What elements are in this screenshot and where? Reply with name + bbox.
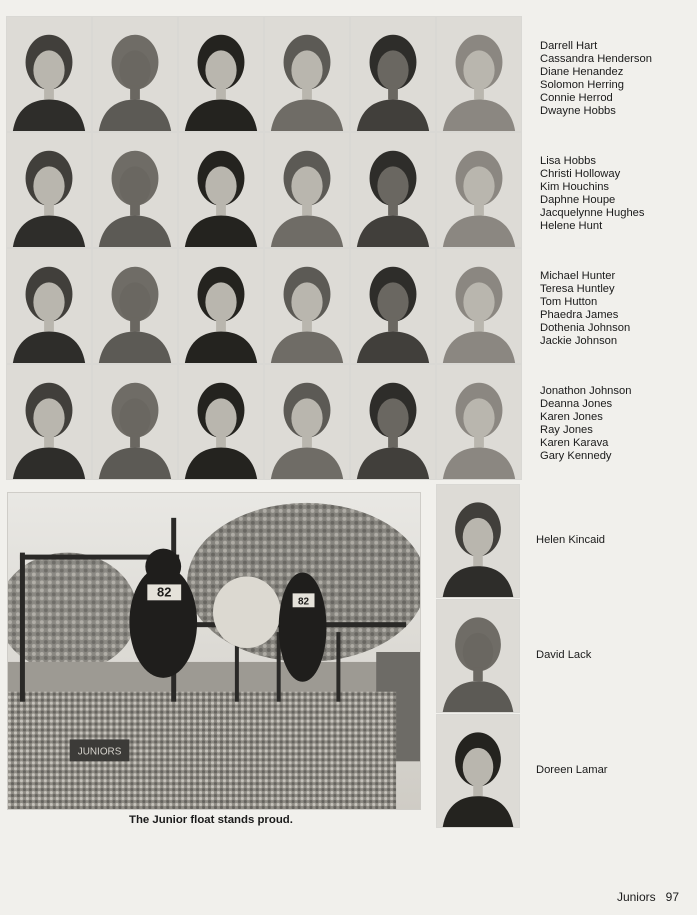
student-portrait xyxy=(178,16,264,132)
student-name: Jacquelynne Hughes xyxy=(540,207,645,220)
student-name: Jackie Johnson xyxy=(540,335,618,348)
student-portrait xyxy=(436,484,520,598)
name-list-row-3 xyxy=(540,270,630,349)
float-number: 82 xyxy=(298,596,310,608)
section-title: Juniors xyxy=(616,890,656,904)
student-name: Dothenia Johnson xyxy=(540,322,631,335)
student-portrait xyxy=(92,364,178,480)
name-list-row-2 xyxy=(540,155,645,234)
page-number: 97 xyxy=(665,890,679,904)
student-portrait xyxy=(264,248,350,364)
student-name: Ray Jones xyxy=(540,424,593,437)
student-portrait xyxy=(6,248,92,364)
student-portrait xyxy=(436,714,520,828)
portrait-grid xyxy=(6,16,522,480)
student-portrait xyxy=(6,16,92,132)
student-portrait xyxy=(92,248,178,364)
student-name: Helene Hunt xyxy=(540,220,603,233)
student-portrait xyxy=(436,16,522,132)
student-name: Gary Kennedy xyxy=(540,450,612,463)
student-portrait xyxy=(436,364,522,480)
name-list-row-1 xyxy=(540,40,652,119)
name-list-row-4 xyxy=(540,385,631,464)
student-name: Tom Hutton xyxy=(540,296,598,309)
student-portrait xyxy=(350,132,436,248)
student-name: Doreen Lamar xyxy=(536,764,608,776)
student-portrait xyxy=(264,132,350,248)
student-portrait xyxy=(92,132,178,248)
student-name: Cassandra Henderson xyxy=(540,53,652,66)
student-name: Daphne Houpe xyxy=(540,194,616,207)
student-name: Michael Hunter xyxy=(540,270,616,282)
single-portrait-1 xyxy=(436,484,520,598)
student-name: Diane Henandez xyxy=(540,66,624,79)
student-portrait xyxy=(436,132,522,248)
student-name: Christi Holloway xyxy=(540,168,621,181)
page-footer xyxy=(617,890,679,904)
student-name: Karen Jones xyxy=(540,411,603,424)
student-portrait xyxy=(178,364,264,480)
student-name: Deanna Jones xyxy=(540,398,613,411)
student-name: Lisa Hobbs xyxy=(540,155,596,167)
student-portrait xyxy=(178,248,264,364)
student-name: Phaedra James xyxy=(540,309,619,322)
student-name: Solomon Herring xyxy=(540,79,624,92)
student-name: Jonathon Johnson xyxy=(540,385,632,397)
student-portrait xyxy=(264,16,350,132)
junior-float-photo xyxy=(7,492,421,810)
student-name: Darrell Hart xyxy=(540,40,598,52)
student-name: Connie Herrod xyxy=(540,92,613,105)
float-sign: JUNIORS xyxy=(77,746,122,758)
student-portrait xyxy=(350,364,436,480)
student-name: Karen Karava xyxy=(540,437,609,450)
student-name: Helen Kincaid xyxy=(536,534,606,546)
student-portrait xyxy=(178,132,264,248)
student-portrait xyxy=(6,364,92,480)
single-portrait-2 xyxy=(436,599,520,713)
student-portrait xyxy=(350,248,436,364)
student-portrait xyxy=(6,132,92,248)
student-portrait xyxy=(350,16,436,132)
single-portrait-3 xyxy=(436,714,520,828)
float-number: 82 xyxy=(157,584,172,600)
student-name: Kim Houchins xyxy=(540,181,610,194)
student-portrait xyxy=(436,248,522,364)
student-name: Dwayne Hobbs xyxy=(540,105,616,118)
student-name: David Lack xyxy=(536,649,592,661)
student-portrait xyxy=(264,364,350,480)
student-portrait xyxy=(436,599,520,713)
student-portrait xyxy=(92,16,178,132)
photo-caption: The Junior float stands proud. xyxy=(129,814,293,826)
student-name: Teresa Huntley xyxy=(540,283,615,296)
